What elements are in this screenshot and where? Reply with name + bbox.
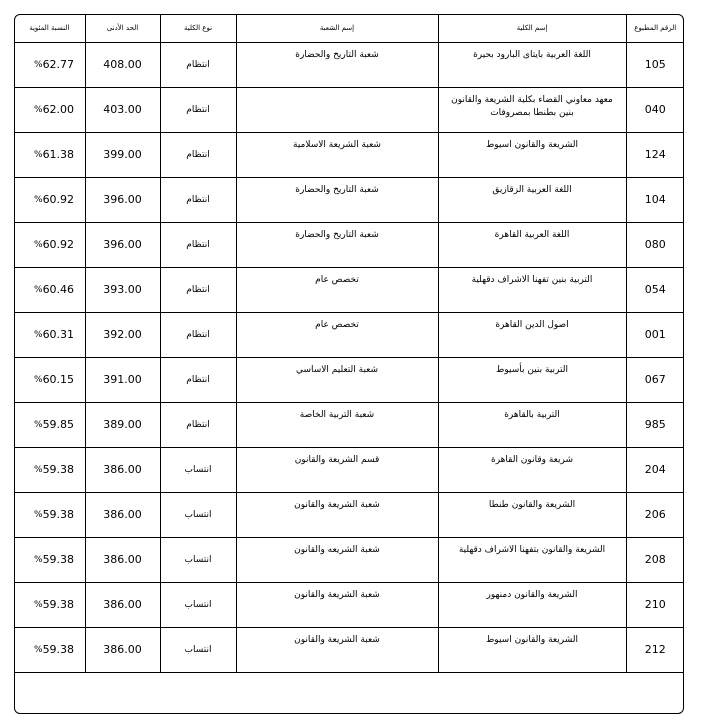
header-pct: النسبة المئوية bbox=[14, 14, 85, 42]
admission-table bbox=[14, 14, 684, 673]
cell-code: 105 bbox=[626, 42, 684, 87]
cell-pct bbox=[14, 87, 85, 132]
cell-pct-value: 59.38 bbox=[42, 463, 75, 476]
cell-type: انتظام bbox=[160, 312, 236, 357]
percent-sign: % bbox=[34, 329, 43, 340]
cell-code: 067 bbox=[626, 357, 684, 402]
percent-sign: % bbox=[34, 104, 43, 115]
cell-college: الشريعة والقانون دمنهور bbox=[438, 582, 626, 627]
cell-code: 208 bbox=[626, 537, 684, 582]
cell-type: انتساب bbox=[160, 492, 236, 537]
cell-min: 393.00 bbox=[85, 267, 160, 312]
table-row bbox=[14, 267, 684, 312]
cell-code: 104 bbox=[626, 177, 684, 222]
cell-type: انتساب bbox=[160, 582, 236, 627]
cell-division: شعبة الشريعه والقانون bbox=[236, 537, 438, 582]
cell-pct bbox=[14, 582, 85, 627]
cell-pct bbox=[14, 357, 85, 402]
cell-college: الشريعة والقانون بتفهنا الاشراف دقهلية bbox=[438, 537, 626, 582]
header-type: نوع الكلية bbox=[160, 14, 236, 42]
cell-college: شريعة وقانون القاهرة bbox=[438, 447, 626, 492]
cell-college: الشريعة والقانون اسيوط bbox=[438, 132, 626, 177]
cell-code: 054 bbox=[626, 267, 684, 312]
header-division: إسم الشعبة bbox=[236, 14, 438, 42]
cell-pct-value: 59.38 bbox=[42, 643, 75, 656]
cell-pct bbox=[14, 222, 85, 267]
cell-type: انتظام bbox=[160, 132, 236, 177]
percent-sign: % bbox=[34, 194, 43, 205]
table-row bbox=[14, 627, 684, 672]
cell-min: 396.00 bbox=[85, 222, 160, 267]
cell-pct bbox=[14, 132, 85, 177]
cell-min: 399.00 bbox=[85, 132, 160, 177]
cell-college: اللغة العربية الزقازيق bbox=[438, 177, 626, 222]
cell-min: 403.00 bbox=[85, 87, 160, 132]
table-row bbox=[14, 312, 684, 357]
cell-college: اصول الدين القاهرة bbox=[438, 312, 626, 357]
cell-min: 396.00 bbox=[85, 177, 160, 222]
table-row bbox=[14, 492, 684, 537]
cell-division: شعبة الشريعة الاسلامية bbox=[236, 132, 438, 177]
cell-type: انتظام bbox=[160, 222, 236, 267]
percent-sign: % bbox=[34, 644, 43, 655]
cell-pct-value: 62.00 bbox=[42, 103, 75, 116]
cell-min: 386.00 bbox=[85, 537, 160, 582]
cell-type: انتظام bbox=[160, 402, 236, 447]
cell-pct-value: 59.38 bbox=[42, 598, 75, 611]
cell-code: 212 bbox=[626, 627, 684, 672]
cell-pct bbox=[14, 627, 85, 672]
percent-sign: % bbox=[34, 59, 43, 70]
cell-code: 206 bbox=[626, 492, 684, 537]
cell-code: 080 bbox=[626, 222, 684, 267]
cell-pct-value: 60.15 bbox=[42, 373, 75, 386]
cell-division: شعبة الشريعة والقانون bbox=[236, 492, 438, 537]
cell-pct bbox=[14, 492, 85, 537]
cell-min: 389.00 bbox=[85, 402, 160, 447]
table-row bbox=[14, 582, 684, 627]
cell-type: انتساب bbox=[160, 537, 236, 582]
cell-college: التربية بنين بأسيوط bbox=[438, 357, 626, 402]
table-row bbox=[14, 132, 684, 177]
cell-college: التربية بنين تفهنا الاشراف دقهلية bbox=[438, 267, 626, 312]
cell-pct-value: 60.46 bbox=[42, 283, 75, 296]
cell-code: 040 bbox=[626, 87, 684, 132]
cell-min: 386.00 bbox=[85, 492, 160, 537]
cell-college: معهد معاوني القضاء بكلية الشريعة والقانون بنين بطنطا بمصروفات bbox=[438, 87, 626, 132]
cell-division bbox=[236, 87, 438, 132]
header-code: الرقم المطبوع bbox=[626, 14, 684, 42]
cell-division: شعبة التربية الخاصة bbox=[236, 402, 438, 447]
cell-division: شعبة الشريعة والقانون bbox=[236, 627, 438, 672]
cell-min: 386.00 bbox=[85, 447, 160, 492]
cell-code: 001 bbox=[626, 312, 684, 357]
table-row bbox=[14, 357, 684, 402]
percent-sign: % bbox=[34, 599, 43, 610]
header-college: إسم الكلية bbox=[438, 14, 626, 42]
cell-pct-value: 59.38 bbox=[42, 508, 75, 521]
cell-pct bbox=[14, 537, 85, 582]
cell-type: انتساب bbox=[160, 447, 236, 492]
cell-type: انتظام bbox=[160, 177, 236, 222]
percent-sign: % bbox=[34, 149, 43, 160]
cell-division: شعبة التاريخ والحضارة bbox=[236, 177, 438, 222]
percent-sign: % bbox=[34, 464, 43, 475]
header-min: الحد الأدنى bbox=[85, 14, 160, 42]
cell-pct bbox=[14, 267, 85, 312]
table-row bbox=[14, 402, 684, 447]
cell-min: 391.00 bbox=[85, 357, 160, 402]
cell-code: 210 bbox=[626, 582, 684, 627]
cell-pct-value: 60.31 bbox=[42, 328, 75, 341]
percent-sign: % bbox=[34, 374, 43, 385]
table-header-row bbox=[14, 14, 684, 42]
percent-sign: % bbox=[34, 554, 43, 565]
cell-code: 124 bbox=[626, 132, 684, 177]
cell-division: تخصص عام bbox=[236, 267, 438, 312]
percent-sign: % bbox=[34, 509, 43, 520]
cell-college: التربية بالقاهرة bbox=[438, 402, 626, 447]
percent-sign: % bbox=[34, 284, 43, 295]
cell-division: شعبة التاريخ والحضارة bbox=[236, 222, 438, 267]
cell-pct bbox=[14, 177, 85, 222]
cell-pct-value: 59.38 bbox=[42, 553, 75, 566]
cell-college: الشريعة والقانون اسيوط bbox=[438, 627, 626, 672]
cell-min: 386.00 bbox=[85, 582, 160, 627]
percent-sign: % bbox=[34, 239, 43, 250]
percent-sign: % bbox=[34, 419, 43, 430]
cell-division: قسم الشريعة والقانون bbox=[236, 447, 438, 492]
cell-pct-value: 60.92 bbox=[42, 193, 75, 206]
table-row bbox=[14, 447, 684, 492]
cell-pct-value: 62.77 bbox=[42, 58, 75, 71]
cell-division: شعبة التعليم الاساسي bbox=[236, 357, 438, 402]
cell-type: انتساب bbox=[160, 627, 236, 672]
cell-division: تخصص عام bbox=[236, 312, 438, 357]
table-row bbox=[14, 87, 684, 132]
cell-college: اللغة العربية القاهرة bbox=[438, 222, 626, 267]
cell-type: انتظام bbox=[160, 42, 236, 87]
cell-type: انتظام bbox=[160, 357, 236, 402]
cell-min: 408.00 bbox=[85, 42, 160, 87]
cell-pct bbox=[14, 312, 85, 357]
cell-college: اللغة العربية بايتاى البارود بحيرة bbox=[438, 42, 626, 87]
cell-pct bbox=[14, 42, 85, 87]
cell-type: انتظام bbox=[160, 87, 236, 132]
cell-min: 386.00 bbox=[85, 627, 160, 672]
cell-division: شعبة التاريخ والحضارة bbox=[236, 42, 438, 87]
cell-pct bbox=[14, 447, 85, 492]
table-row bbox=[14, 537, 684, 582]
cell-division: شعبة الشريعة والقانون bbox=[236, 582, 438, 627]
cell-pct-value: 59.85 bbox=[42, 418, 75, 431]
cell-college: الشريعة والقانون طنطا bbox=[438, 492, 626, 537]
table-row bbox=[14, 222, 684, 267]
cell-type: انتظام bbox=[160, 267, 236, 312]
cell-pct-value: 60.92 bbox=[42, 238, 75, 251]
cell-pct-value: 61.38 bbox=[42, 148, 75, 161]
table-row bbox=[14, 42, 684, 87]
table-row bbox=[14, 177, 684, 222]
cell-pct bbox=[14, 402, 85, 447]
cell-code: 204 bbox=[626, 447, 684, 492]
cell-code: 985 bbox=[626, 402, 684, 447]
cell-min: 392.00 bbox=[85, 312, 160, 357]
